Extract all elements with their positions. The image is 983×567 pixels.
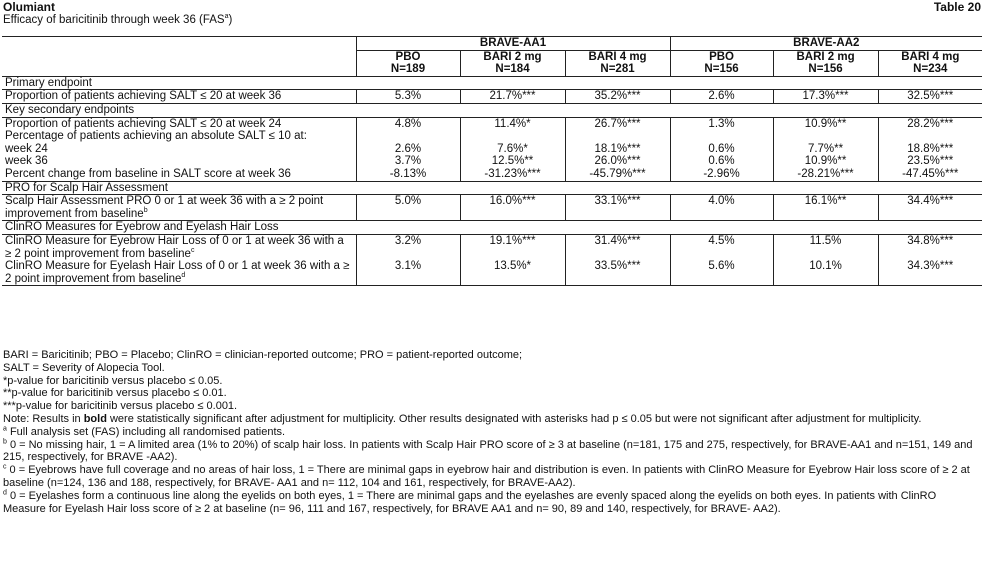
- study-header-row: [2, 37, 982, 51]
- table-row: Scalp Hair Assessment PRO 0 or 1 at week 36 with a ≥ 2 point improvement from baseline$^b$ 5.0% 16.0%*** 33.1%*** 4.0% 16.1%** 34.4%***: [2, 195, 982, 221]
- efficacy-table: [2, 36, 982, 286]
- column-header: BARI 2 mg N=184: [460, 50, 565, 76]
- study-brave-aa1: BRAVE-AA1: [356, 37, 670, 51]
- column-header: BARI 4 mg N=281: [565, 50, 670, 76]
- p-value-note: **p-value for baricitinib versus placebo ≤ 0.01.: [3, 387, 227, 400]
- p-value-note: ***p-value for baricitinib versus placebo ≤ 0.001.: [3, 400, 238, 413]
- table-row: Percentage of patients achieving an absolute SALT ≤ 10 at:: [2, 130, 982, 143]
- table-row: ClinRO Measure for Eyebrow Hair Loss of 0 or 1 at week 36 with a ≥ 2 point improvement from baseline$^c$ 3.2% 19.1%*** 31.4%*** 4.5% 11.5% 34.8%***: [2, 234, 982, 260]
- section-row-clinro: ClinRO Measures for Eyebrow and Eyelash Hair Loss: [2, 221, 982, 235]
- column-header: BARI 4 mg N=234: [878, 50, 982, 76]
- table-number: Table 20: [933, 0, 981, 14]
- p-value-note: *p-value for baricitinib versus placebo ≤ 0.05.: [3, 374, 223, 387]
- table-row: Proportion of patients achieving SALT ≤ 20 at week 36 5.3% 21.7%*** 35.2%*** 2.6% 17.3%*** 32.5%***: [2, 90, 982, 104]
- product-name: Olumiant: [3, 0, 56, 14]
- footnote-b: $^b$ 0 = No missing hair, 1 = A limited area (1% to 20%) of scalp hair loss. In patients with Scalp Hair PRO score of ≥ 3 at baseline (n=181, 175 and 275, respectively, for BRAVE-AA1 and n=151, 149 and 215, respectively, for BRAVE -AA2).: [3, 437, 973, 464]
- table-footnotes: [3, 349, 978, 515]
- table-caption: Efficacy of baricitinib through week 36 (FAS$^a$): [3, 13, 233, 26]
- column-header: PBO N=156: [670, 50, 773, 76]
- table-row: ClinRO Measure for Eyelash Hair Loss of 0 or 1 at week 36 with a ≥ 2 point improvement from baseline$^d$ 3.1% 13.5%* 33.5%*** 5.6% 10.1% 34.3%***: [2, 260, 982, 286]
- footnote-c: $^c$ 0 = Eyebrows have full coverage and no areas of hair loss, 1 = There are minimal gaps in eyebrow hair and distribution is even. In patients with ClinRO Measure for Eyebrow Hair loss score of ≥ 2 at baseline (n=124, 136 and 188, respectively, for BRAVE- AA1 and n= 112, 104 and 161, respectively, for BRAVE-AA2).: [3, 463, 970, 489]
- table-row: week 36 3.7% 12.5%** 26.0%*** 0.6% 10.9%** 23.5%***: [2, 155, 982, 168]
- footnote-d: $^d$ 0 = Eyelashes form a continuous line along the eyelids on both eyes, 1 = There are minimal gaps and the eyelashes are evenly spaced along the eyelids on both eyes. In patients with ClinRO Measure for Eyelash Hair loss score of ≥ 2 at baseline (n= 96, 111 and 167, respectively, for BRAVE AA1 and n= 90, 89 and 140, respectively, for BRAVE- AA2).: [3, 489, 937, 515]
- column-header: BARI 2 mg N=156: [773, 50, 878, 76]
- footnote-a: $^a$ Full analysis set (FAS) including all randomised patients.: [3, 425, 286, 438]
- abbreviations-note: SALT = Severity of Alopecia Tool.: [3, 361, 165, 374]
- table-row: Percent change from baseline in SALT score at week 36 -8.13% -31.23%*** -45.79%*** -2.96% -28.21%*** -47.45%***: [2, 168, 982, 181]
- column-header: PBO N=189: [356, 50, 460, 76]
- abbreviations-note: BARI = Baricitinib; PBO = Placebo; ClinRO = clinician-reported outcome; PRO = patient-reported outcome;: [3, 349, 523, 361]
- arm-header-row: [2, 50, 982, 76]
- section-row-pro: PRO for Scalp Hair Assessment: [2, 181, 982, 195]
- section-row-key-secondary: Key secondary endpoints: [2, 103, 982, 117]
- section-row-primary: Primary endpoint: [2, 76, 982, 90]
- study-brave-aa2: BRAVE-AA2: [670, 37, 982, 51]
- table-row: week 24 2.6% 7.6%* 18.1%*** 0.6% 7.7%** 18.8%***: [2, 143, 982, 156]
- document-header: [3, 1, 981, 27]
- bold-significance-note: Note: Results in bold were statistically significant after adjustment for multiplicity. Other results designated with asterisks had p ≤ 0.05 but were not significant after adjustment for multiplicity.: [3, 412, 922, 425]
- table-row: Proportion of patients achieving SALT ≤ 20 at week 24 4.8% 11.4%* 26.7%*** 1.3% 10.9%** 28.2%***: [2, 117, 982, 130]
